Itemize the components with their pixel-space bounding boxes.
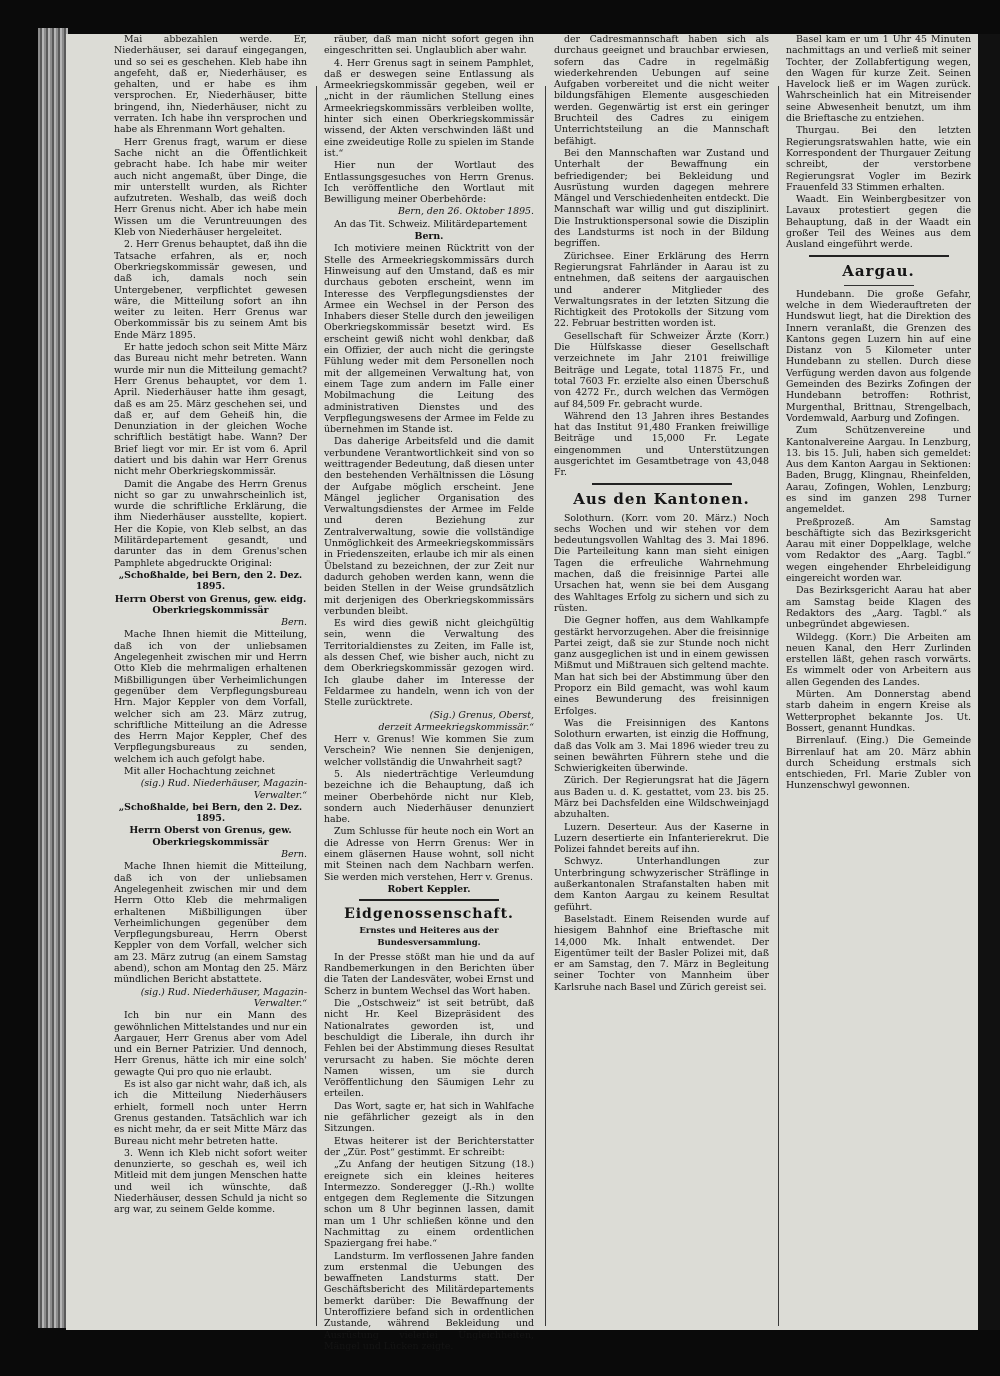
paragraph: Landsturm. Im verflossenen Jahre fanden zum erstenmal die Uebungen des bewaffneten Landsturms statt. Der Geschäftsbericht des Militärdepartements bemerkt darüber: Die Bewaffnung der Unteroffiziere befand sich in ordentlichen Zustande, während Bekleidung und Ausrüstung vielerlei Ungleichheiten, Mängel und Lücken zeigte. — [324, 1250, 534, 1352]
paragraph: Es ist also gar nicht wahr, daß ich, als ich die Mitteilung Niederhäusers erhielt, formell noch unter Herrn Grenus gestanden. Tatsächlich war ich es nicht mehr, da er seit Mitte März das Bureau nicht mehr betreten hatte. — [114, 1079, 307, 1147]
paragraph: Herr v. Grenus! Wie kommen Sie zum Verschein? Wie nennen Sie denjenigen, welcher vollständig die Unwahrheit sagt? — [324, 734, 534, 768]
column-rule — [545, 86, 546, 1326]
paragraph: Während den 13 Jahren ihres Bestandes hat das Institut 91,480 Franken freiwillige Beiträge und 15,000 Fr. Legate eingenommen und Unterstützungen ausgerichtet im Gesamtbetrage von 43,048 Fr. — [554, 410, 769, 479]
paragraph: 4. Herr Grenus sagt in seinem Pamphlet, daß er deswegen seine Entlassung als Armeekriegskommissär gegeben, weil er „nicht in der räumlichen Stellung eines Armeekriegskommissärs verbleiben wollte, hinter sich einen Oberkriegskommissär wissend, der Akten verschwinden läßt und eine zweideutige Rolle zu spielen im Stande ist.“ — [324, 57, 534, 159]
paragraph: 3. Wenn ich Kleb nicht sofort weiter denunzierte, so geschah es, weil ich Mitleid mit dem jungen Menschen hatte und weil ich wünschte, daß Niederhäuser, dessen Schuld ja nicht so arg war, zu seinem Gelde komme. — [114, 1147, 307, 1216]
paragraph: Thurgau. Bei den letzten Regierungsratswahlen hatte, wie ein Korrespondent der Thurgauer Zeitung schreibt, der verstorbene Regierungsrat Vogler im Bezirk Frauenfeld 33 Stimmen erhalten. — [786, 125, 971, 193]
paragraph: Hier nun der Wortlaut des Entlassungsgesuches von Herrn Grenus. Ich veröffentliche den Wortlaut mit Bewilligung meiner Oberbehörde: — [324, 160, 534, 206]
letter-city: Bern. — [281, 849, 307, 861]
section-heading: Aargau. — [842, 261, 915, 280]
paragraph: Bei den Mannschaften war Zustand und Unterhalt der Bewaffnung ein befriedigender; bei Bekleidung und Ausrüstung wurden dagegen mehrere Mängel und Verschiedenheiten entdeckt. Die Mannschaft war willig und gut disziplinirt. Die Instruktionspersonal sowie die Disziplin des Landsturms ist noch in der Bildung begriffen. — [554, 147, 769, 250]
paragraph: Damit die Angabe des Herrn Grenus nicht so gar zu unwahrscheinlich ist, wurde die schriftliche Erklärung, die ihm Niederhäuser ausstellte, kopiert. Her die Kopie, von Kleb selbst, an das Militärdepartement gesandt, und darunter das in dem Grenus'schen Pamphlete abgedruckte Original: — [114, 478, 307, 569]
paragraph: Ich motiviere meinen Rücktritt von der Stelle des Armeekriegskommissärs durch Hinweisung auf den Umstand, daß es mir durchaus geboten erscheint, wenn im Interesse des Verpflegungsdienstes der Armee ein Wechsel in der Person des Inhabers dieser Stelle durch den jeweiligen Oberkriegskommissär besetzt wird. Es erscheint gewiß nicht wohl denkbar, daß ein Offizier, der auch nicht die geringste Fühlung weder mit dem Personellen noch mit der allgemeinen Verwaltung hat, von einem Tage zum andern im Falle einer Mobilmachung die Leitung des administrativen Dienstes und des Verpflegungswesens der Armee im Felde zu übernehmen im Stande ist. — [324, 243, 534, 436]
section-divider — [592, 483, 732, 485]
newspaper-page — [66, 34, 978, 1352]
letter-place: „Schoßhalde, bei Bern, den 2. Dez. 1895. — [118, 569, 303, 593]
column-2 — [324, 34, 534, 1352]
letter-signature: (sig.) Rud. Niederhäuser, Magazin-Verwalter.“ — [140, 778, 307, 801]
paragraph: Mürten. Am Donnerstag abend starb daheim in engern Kreise als Wetterprophet bekannte Jos. Ut. Bossert, genannt Hundkas. — [786, 689, 971, 734]
column-4 — [786, 34, 971, 1330]
letter-date: Bern, den 26. Oktober 1895. — [397, 206, 534, 218]
paragraph: Hundebann. Die große Gefahr, welche in dem Wiederauftreten der Hundswut liegt, hat die Direktion des Innern veranlaßt, die Grenzen des Kantons gegen Luzern hin auf eine Distanz von 5 Kilometer unter Hundebann zu stellen. Durch diese Verfügung werden davon aus folgende Gemeinden des Bezirks Zofingen der Hundebann betroffen: Rothrist, Murgenthal, Brittnau, Strengelbach, Vordemwald, Aarburg und Zofingen. — [786, 288, 971, 424]
section-divider — [359, 899, 499, 901]
paragraph: Gesellschaft für Schweizer Ärzte (Korr.) Die Hülfskasse dieser Gesellschaft verzeichnete im Jahr 2101 freiwillige Beiträge und Legate, total 11875 Fr., und total 7603 Fr. erzielte also einen Überschuß von 4272 Fr., durch welchen das Vermögen auf 84,509 Fr. gebracht wurde. — [554, 330, 769, 410]
paragraph: Was die Freisinnigen des Kantons Solothurn erwarten, ist einzig die Hoffnung, daß das Volk am 3. Mai 1896 wieder treu zu seinen bewährten Führern stehe und die Schwierigkeiten überwinde. — [554, 717, 769, 775]
page-stack-edge — [38, 28, 68, 1328]
paragraph: Zum Schlusse für heute noch ein Wort an die Adresse von Herrn Grenus: Wer in einem gläsernen Hause wohnt, soll nicht mit Steinen nach dem Nachbarn werfen. Sie werden mich verstehen, Herr v. Grenus. — [324, 826, 534, 883]
paragraph: Herr Grenus fragt, warum er diese Sache nicht an die Öffentlichkeit gebracht habe. Ich habe mir weiter auch nicht angemaßt, über Dinge, die mir unterstellt wurden, als Richter aufzutreten. Weshalb, das weiß doch Herr Grenus nicht. Aber ich habe mein Wissen um die Veruntreuungen des Kleb von Niederhäuser hergeleitet. — [114, 136, 307, 239]
letter-addressee: Herrn Oberst von Grenus, gew. Oberkriegskommissär — [129, 825, 292, 848]
paragraph: Preßprozeß. Am Samstag beschäftigte sich das Bezirksgericht Aarau mit einer Doppelklage, welche vom Redaktor des „Aarg. Tagbl.“ wegen eingehender Ehrbeleidigung eingereicht worden war. — [786, 516, 971, 585]
letter-signature: (Sig.) Grenus, Oberst, — [429, 709, 534, 721]
paragraph: Zürichsee. Einer Erklärung des Herrn Regierungsrat Fahrländer in Aarau ist zu entnehmen, daß seitens der aargauischen und anderer Mitglieder des Verwaltungsrates in der letzten Sitzung die Richtigkeit des Protokolls der Sitzung vom 22. Februar bestritten worden ist. — [554, 250, 769, 330]
paragraph: Luzern. Deserteur. Aus der Kaserne in Luzern desertierte ein Infanterierekrut. Die Polizei fahndet bereits auf ihn. — [554, 821, 769, 856]
paragraph: 2. Herr Grenus behauptet, daß ihn die Tatsache erfahren, als er, noch Oberkriegskommissär gewesen, und daß ich, damals noch sein Untergebener, verpflichtet gewesen wäre, die Mitteilung sofort an ihn weiter zu leiten. Herr Grenus war Oberkommissär bis zu seinem Amt bis Ende März 1895. — [114, 239, 307, 341]
paragraph: Zum Schützenvereine und Kantonalvereine Aargau. In Lenzburg, 13. bis 15. Juli, haben sich gemeldet: Aus dem Kanton Aargau in Sektionen: Baden, Brugg, Klingnau, Rheinfelden, Aarau, Zofingen, Wohlen, Lenzburg; es sind im ganzen 298 Turner angemeldet. — [786, 425, 971, 516]
paragraph: Baselstadt. Einem Reisenden wurde auf hiesigem Bahnhof eine Brieftasche mit 14,000 Mk. Inhalt entwendet. Der Eigentümer teilt der Basler Polizei mit, daß er am Samstag, den 7. März in Begleitung seiner Tochter von Mannheim über Karlsruhe nach Basel und Zürich gereist sei. — [554, 913, 769, 993]
paragraph: Basel kam er um 1 Uhr 45 Minuten nachmittags an und verließ mit seiner Tochter, der Zollabfertigung wegen, den Wagen für kurze Zeit. Seinen Havelock ließ er im Wagen zurück. Wahrscheinlich hat ein Mitreisender seine Abwesenheit benutzt, um ihm die Brieftasche zu entziehen. — [786, 34, 971, 125]
paragraph: Das Wort, sagte er, hat sich in Wahlfache nie gefährlicher gezeigt als in den Sitzungen. — [324, 1100, 534, 1135]
paragraph: Zürich. Der Regierungsrat hat die Jägern aus Baden u. d. K. gestattet, vom 23. bis 25. März bei Dachsfelden eine Wildschweinjagd abzuhalten. — [554, 775, 769, 821]
letter-signature: derzeit Armeekriegskommissär.“ — [378, 721, 534, 733]
column-3 — [554, 34, 769, 1330]
paragraph: Etwas heiterer ist der Berichterstatter der „Zür. Post“ gestimmt. Er schreibt: — [324, 1135, 534, 1158]
paragraph: Solothurn. (Korr. vom 20. März.) Noch sechs Wochen und wir stehen vor dem bedeutungsvollen Wahltag des 3. Mai 1896. Die Parteileitung kann man sieht einigen Tagen die erfreuliche Wahrnehmung machen, daß die freisinnige Partei alle Ursachen hat, wenn sie bei dem Ausgang des Wahltages Erfolg zu sichern und sich zu rüsten. — [554, 512, 769, 614]
section-heading: Eidgenossenschaft. — [344, 906, 514, 923]
paragraph: Schwyz. Unterhandlungen zur Unterbringung schwyzerischer Sträflinge in außerkantonalen Strafanstalten haben mit dem Kanton Aargau zu keinem Resultat geführt. — [554, 856, 769, 913]
paragraph: räuber, daß man nicht sofort gegen ihn eingeschritten sei. Unglaublich aber wahr. — [324, 34, 534, 57]
paragraph: Das daherige Arbeitsfeld und die damit verbundene Verantwortlichkeit sind von so weittragender Bedeutung, daß diesen unter den bestehenden Verhältnissen die Lösung der Aufgabe möglich erscheint. Jene Mängel jeglicher Organisation des Verwaltungsdienstes der Armee im Felde und deren Beziehung zur Zentralverwaltung, sowie die vollständige Unmöglichkeit des Armeekriegskommissärs in Friedenszeiten, erlaube ich mir als einen Übelstand zu bezeichnen, der zur Zeit nur dadurch gehoben werden kann, wenn die beiden Stellen in der Weise grundsätzlich mit derjenigen des Oberkriegskommissärs verbunden bleibt. — [324, 436, 534, 617]
letter-addressee: Herrn Oberst von Grenus, gew. eidg. Oberkriegskommissär — [114, 593, 307, 616]
paragraph: Die „Ostschweiz“ ist seit betrübt, daß nicht Hr. Keel Bizepräsident des Nationalrates geworden ist, und beschuldigt die Liberale, ihn durch ihr Fehlen bei der Abstimmung dieses Resultat verursacht zu haben. Sie möchte deren Namen wissen, um sie durch Veröffentlichung den Säumigen Lehr zu erteilen. — [324, 998, 534, 1100]
section-heading: Aus den Kantonen. — [573, 489, 750, 508]
paragraph: Die Gegner hoffen, aus dem Wahlkampfe gestärkt hervorzugehen. Aber die freisinnige Partei zeigt, daß sie zur Stunde noch nicht ganz ausgeglichen ist und in einem gewissen Mißmut und Mißtrauen sich geltend machte. Man hat sich bei der Abstimmung über den Proporz ein Bild gemacht, was wohl kaum eines Bewunderung des freisinnigen Erfolges. — [554, 615, 769, 717]
paragraph: Es wird dies gewiß nicht gleichgültig sein, wenn die Verwaltung des Territorialdienstes zu Zeiten, im Falle ist, als dessen Chef, wie bisher auch, nicht zu dem Oberkriegskommissär gezogen wird. Ich glaube daher im Interesse der Feldarmee zu handeln, wenn ich von der Stelle zurücktrete. — [324, 618, 534, 709]
section-divider — [844, 285, 914, 286]
letter-body: Mache Ihnen hiemit die Mitteilung, daß ich von der unliebsamen Angelegenheit zwischen mir und dem Herrn Otto Kleb die mehrmaligen erhaltenen Mißbilligungen über Verheimlichungen gegenüber dem Verpflegungsbureau, Herrn Oberst Keppler von dem Vorfall, welcher sich am 23. März zutrug (an einem Samstag abend), schon am Montag den 25. März mündlichen Bericht abstattete. — [114, 861, 307, 986]
paragraph: „Zu Anfang der heutigen Sitzung (18.) ereignete sich ein kleines heiteres Intermezzo. Sonderegger (J.-Rh.) wollte entgegen dem Reglemente die Sitzungen schon um 8 Uhr beginnen lassen, damit man um 1 Uhr schließen könne und den Nachmittag zu einem ordentlichen Spaziergang frei habe.“ — [324, 1159, 534, 1250]
letter-place: „Schoßhalde, bei Bern, den 2. Dez. 1895. — [118, 801, 303, 825]
column-1 — [114, 34, 307, 1330]
letter-body: Mache Ihnen hiemit die Mitteilung, daß ich von der unliebsamen Angelegenheit zwischen mir und Herrn Otto Kleb die mehrmaligen erhaltenen Mißbilligungen über Verheimlichungen gegenüber dem Verpflegungsbureau Hrn. Major Keppler von dem Vorfall, welcher sich am 23. März zutrug, schriftliche Mitteilung an die Adresse des Herrn Major Keppler, Chef des Verpflegungsbureaus zu senden, welchem ich auch gefolgt habe. — [114, 629, 307, 765]
paragraph: Ich bin nur ein Mann des gewöhnlichen Mittelstandes und nur ein Aargauer, Herr Grenus aber vom Adel und ein Berner Patrizier. Und dennoch, Herr Grenus, hätte ich mir eine solch' gewagte Qui pro quo nie erlaubt. — [114, 1010, 307, 1078]
letter-addressee: An das Tit. Schweiz. Militärdepartement — [334, 218, 527, 230]
paragraph: In der Presse stößt man hie und da auf Randbemerkungen in den Berichten über die Taten der Landesväter, wobei Ernst und Scherz in buntem Wechsel das Wort haben. — [324, 951, 534, 997]
paragraph: Wildegg. (Korr.) Die Arbeiten am neuen Kanal, den Herr Zurlinden erstellen läßt, gehen rasch vorwärts. Es wimmelt oder von Arbeitern aus allen Gegenden des Landes. — [786, 631, 971, 688]
author-signature: Robert Keppler. — [387, 883, 471, 895]
column-rule — [316, 86, 317, 1326]
letter-signature: (sig.) Rud. Niederhäuser, Magazin-Verwalter.“ — [140, 986, 307, 1009]
column-rule — [778, 86, 779, 1326]
paragraph: 5. Als niederträchtige Verleumdung bezeichne ich die Behauptung, daß ich meiner Oberbehörde nicht nur Kleb, sondern auch Niederhäuser denunziert habe. — [324, 769, 534, 826]
scan-edge — [978, 34, 1000, 1330]
paragraph: Das Bezirksgericht Aarau hat aber am Samstag beide Klagen des Redaktors des „Aarg. Tagbl.“ als unbegründet abgewiesen. — [786, 585, 971, 631]
letter-close: Mit aller Hochachtung zeichnet — [124, 766, 275, 777]
paragraph: Mai abbezahlen werde. Er, Niederhäuser, sei darauf eingegangen, und so sei es geschehen. Kleb habe ihn angefeht, daß er, Niederhäuser, es gehalten, und er habe es ihm versprochen. Er, Niederhäuser, bitte bringend, ihn, Niederhäuser, nicht zu verraten. Ich habe ihn versprochen und habe als Ehrenmann Wort gehalten. — [114, 34, 307, 136]
section-divider — [809, 255, 949, 257]
section-subheading: Ernstes und Heiteres aus der Bundesversammlung. — [359, 926, 499, 948]
paragraph: Er hatte jedoch schon seit Mitte März das Bureau nicht mehr betreten. Wann wurde mir nun die Mitteilung gemacht? Herr Grenus behauptet, vor dem 1. April. Niederhäuser hatte ihm gesagt, daß es am 25. März geschehen sei, und daß er, auf dem Geheiß hin, die Denunziation in der gleichen Woche schriftlich bestätigt habe. Wann? Der Brief liegt vor mir. Er ist vom 6. April datiert und bis dahin war Herr Grenus nicht mehr Oberkriegskommissär. — [114, 342, 307, 478]
letter-city: Bern. — [281, 617, 307, 629]
paragraph: Birrenlauf. (Eing.) Die Gemeinde Birrenlauf hat am 20. März abhin durch Scheidung erstmals sich entschieden, Frl. Marie Zubler von Hunzenschwyl gewonnen. — [786, 735, 971, 792]
paragraph: der Cadresmannschaft haben sich als durchaus geeignet und brauchbar erwiesen, sofern das Cadre in regelmäßig wiederkehrenden Uebungen auf seine Aufgaben vorbereitet und die nicht weiter bildungsfähigen Elemente ausgeschieden werden. Gegenwärtig ist erst ein geringer Bruchteil des Cadres zu einigem Unterrichtsteilung an die Mannschaft befähigt. — [554, 34, 769, 147]
paragraph: Waadt. Ein Weinbergbesitzer von Lavaux protestiert gegen die Behauptung, daß in der Waadt ein großer Teil des Weines aus dem Ausland eingeführt werde. — [786, 194, 971, 251]
letter-city: Bern. — [414, 231, 444, 243]
